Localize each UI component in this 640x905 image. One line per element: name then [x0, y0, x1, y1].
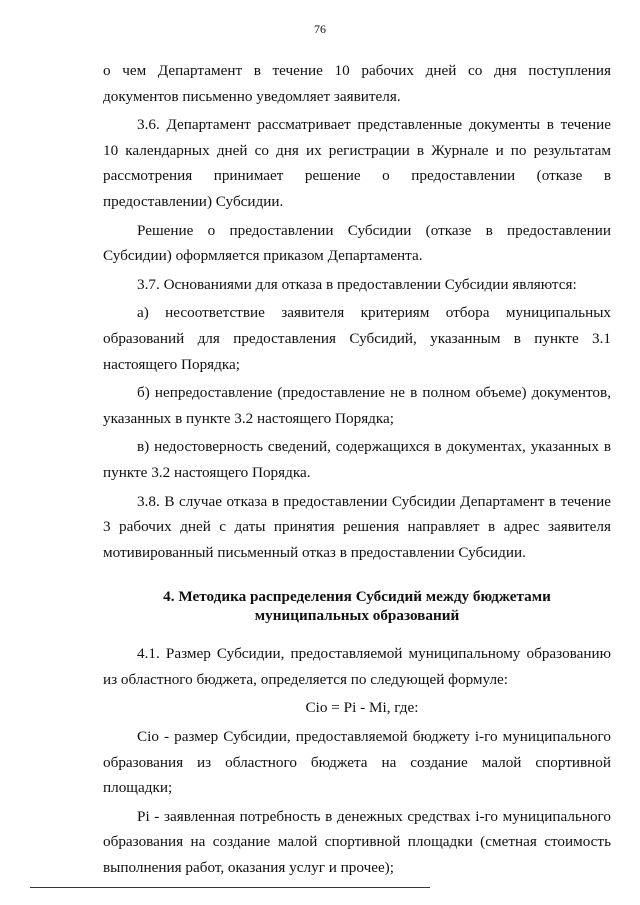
paragraph-4-1: 4.1. Размер Субсидии, предоставляемой муниципальному образованию из областного бюджета, определяется по следующей формуле: — [103, 645, 611, 688]
footer-rule — [30, 887, 430, 888]
list-item-a: а) несоответствие заявителя критериям отбора муниципальных образований для предоставления Субсидий, указанным в пункте 3.1 настоящего Порядка; — [103, 304, 611, 373]
list-item-c: в) недостоверность сведений, содержащихся в документах, указанных в пункте 3.2 настоящего Порядка. — [103, 438, 611, 481]
paragraph-decision: Решение о предоставлении Субсидии (отказе в предоставлении Субсидии) оформляется приказом Департамента. — [103, 221, 611, 265]
section-heading-line-1: 4. Методика распределения Субсидий между бюджетами — [163, 588, 551, 606]
definition-pi: Pi - заявленная потребность в денежных средствах i-го муниципального образования на создание малой спортивной площадки (сметная стоимость выполнения работ, оказания услуг и прочее); — [103, 807, 611, 877]
paragraph-continuation: о чем Департамент в течение 10 рабочих дней со дня поступления документов письменно уведомляет заявителя. — [103, 62, 611, 105]
section-heading — [103, 587, 611, 625]
list-item-b: б) непредоставление (предоставление не в полном объеме) документов, указанных в пункте 3.2 настоящего Порядка; — [103, 384, 611, 427]
paragraph-3-7: 3.7. Основаниями для отказа в предоставлении Субсидии являются: — [137, 275, 577, 293]
formula: Сiо = Pi - Mi, где: — [305, 699, 419, 717]
section-heading-line-2: муниципальных образований — [254, 607, 460, 625]
document-body — [103, 58, 611, 884]
paragraph-3-8: 3.8. В случае отказа в предоставлении Субсидии Департамент в течение 3 рабочих дней с даты принятия решения направляет в адрес заявителя мотивированный письменный отказ в предоставлении Субсидии. — [103, 492, 611, 561]
paragraph-3-6: 3.6. Департамент рассматривает представленные документы в течение 10 календарных дней со дня их регистрации в Журнале и по результатам рассмотрения принимает решение о предоставлении (отказе в предоставлении) Субсидии. — [103, 116, 611, 210]
definition-cio: Сiо - размер Субсидии, предоставляемой бюджету i-го муниципального образования из областного бюджета на создание малой спортивной площадки; — [103, 728, 611, 797]
page-number: 76 — [314, 22, 326, 36]
